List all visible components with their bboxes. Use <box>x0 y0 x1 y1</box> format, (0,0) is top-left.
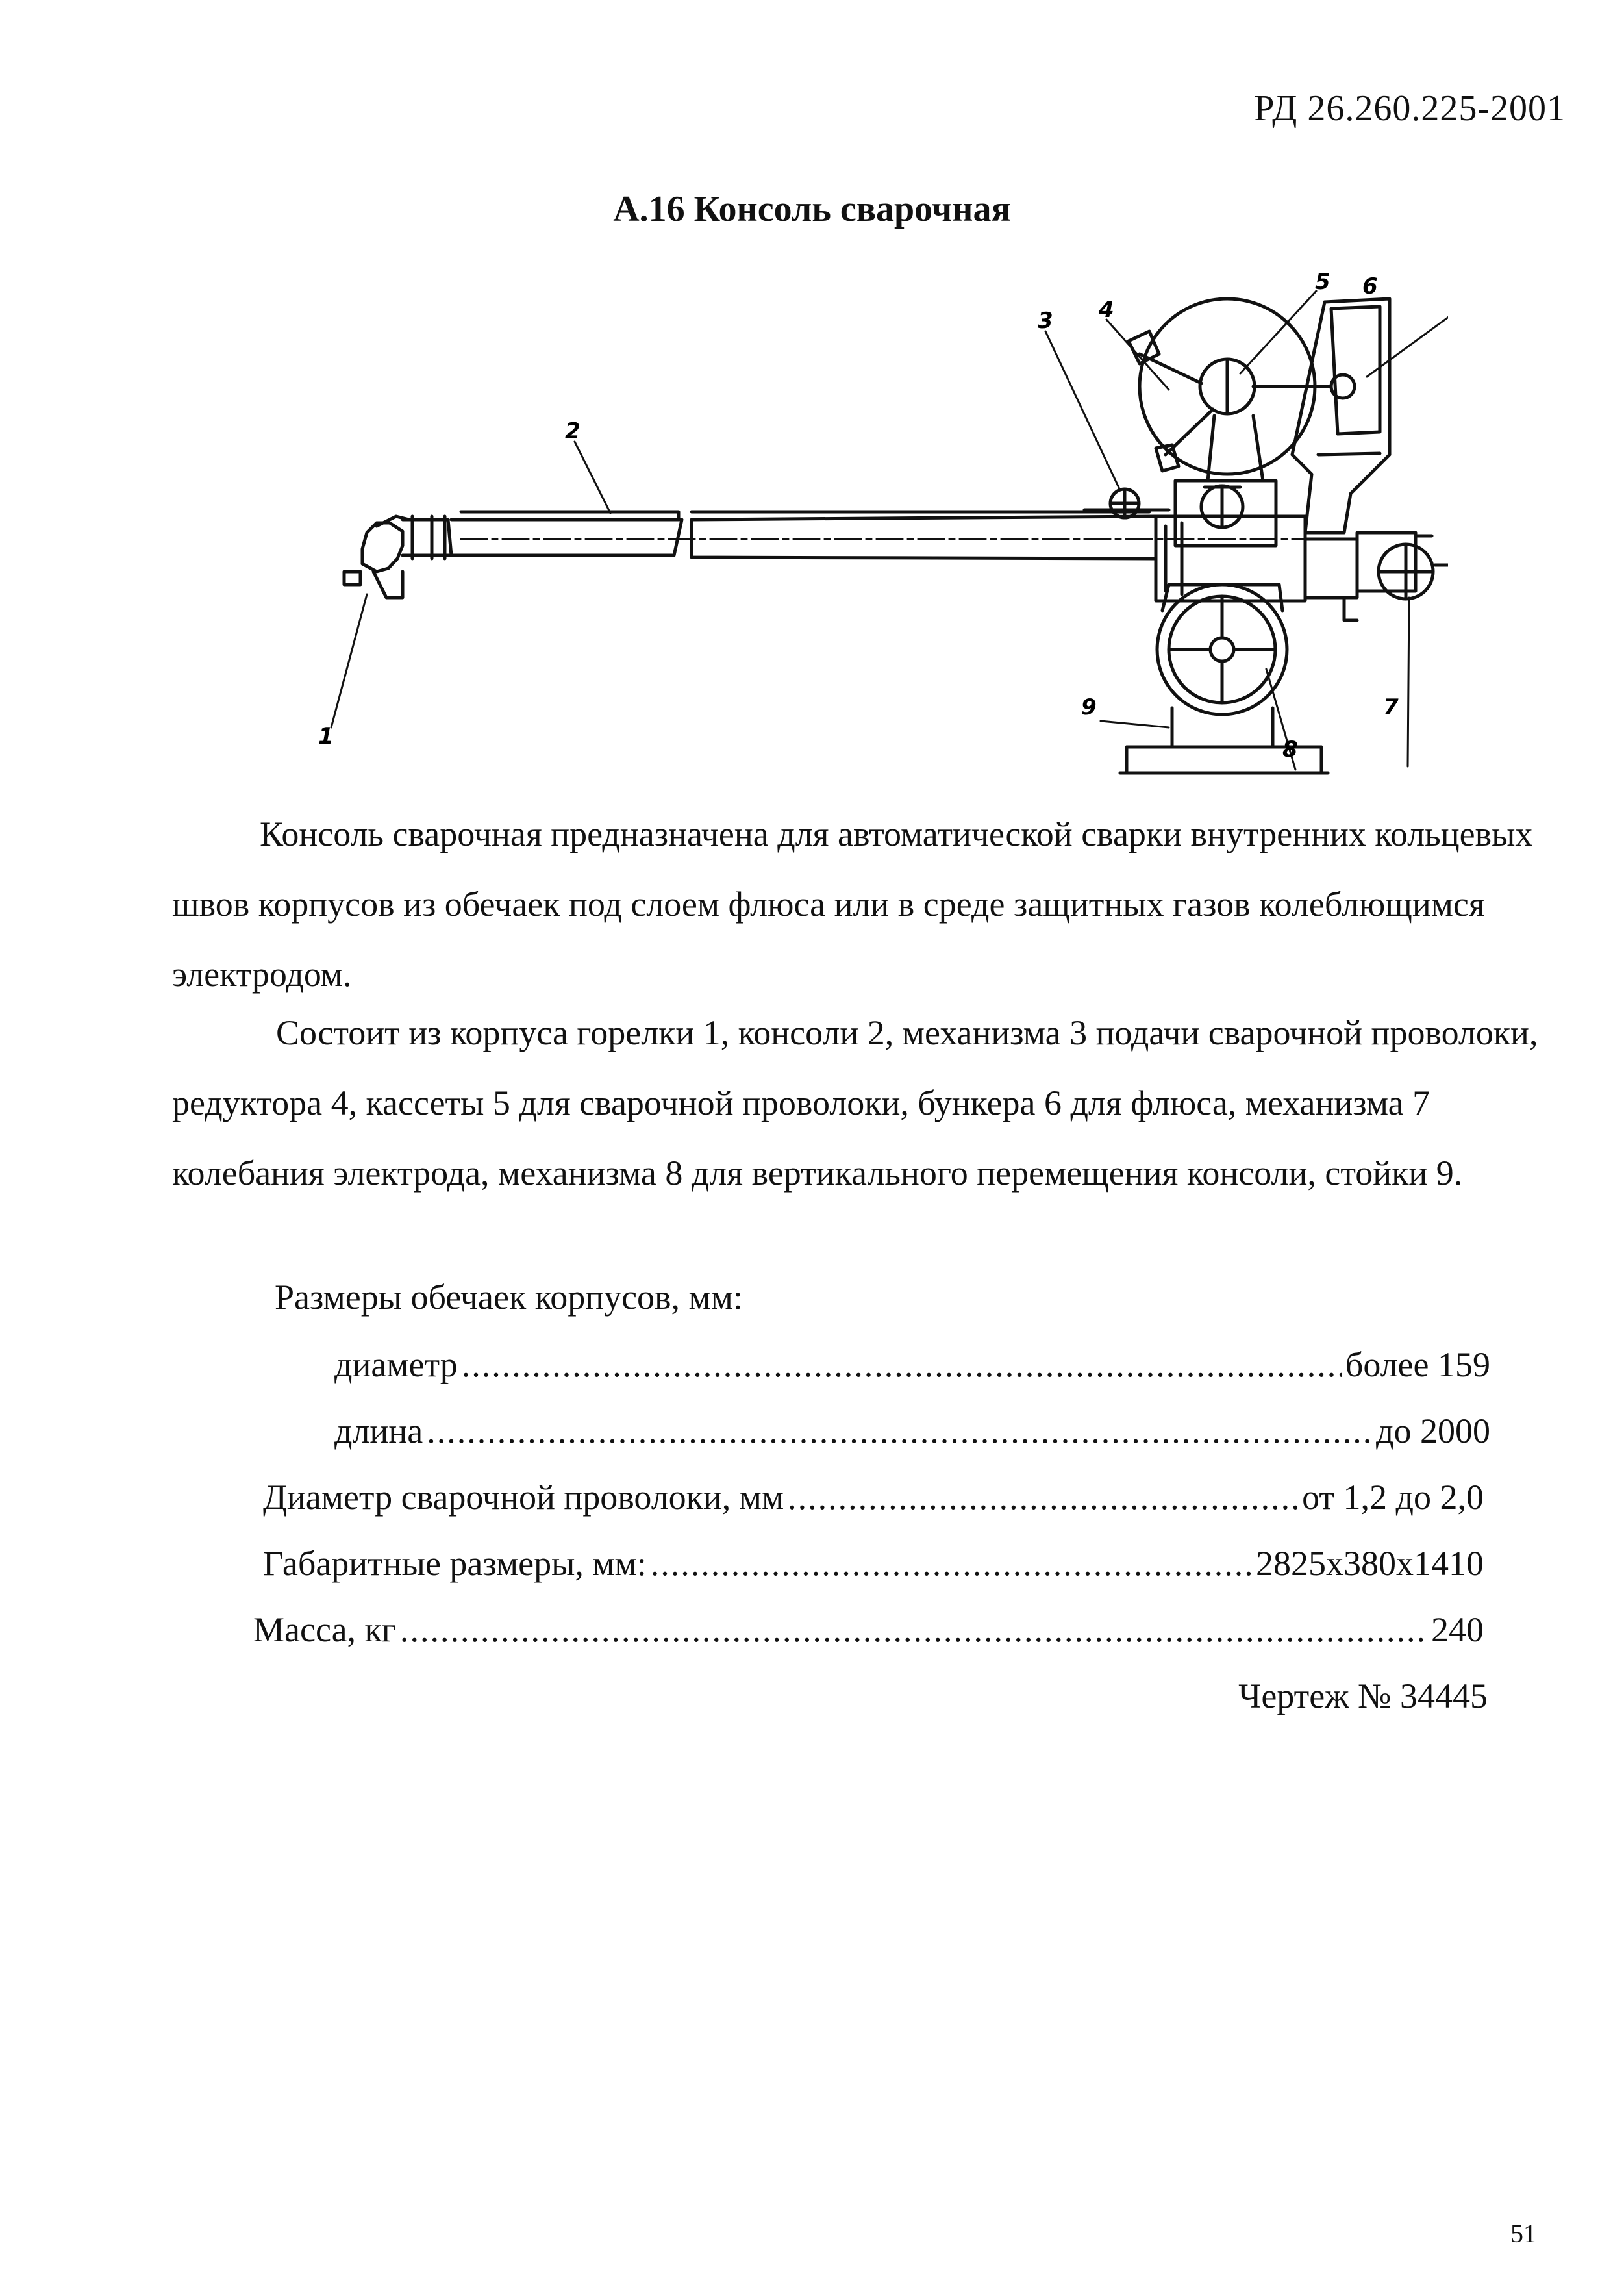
composition-paragraph <box>172 998 1542 1208</box>
leader-dots <box>462 1345 1342 1385</box>
spec-label: Масса, кг <box>253 1610 396 1649</box>
spec-mass <box>253 1610 1484 1655</box>
spec-value: более 159 <box>1345 1345 1490 1384</box>
spec-length <box>334 1411 1490 1456</box>
flux-hopper <box>1292 299 1390 533</box>
spec-value: 2825x380x1410 <box>1256 1544 1484 1583</box>
spec-value: до 2000 <box>1376 1411 1490 1450</box>
callout-9: 9 <box>1081 694 1097 720</box>
oscillation-mechanism <box>1357 533 1448 599</box>
callout-1: 1 <box>318 724 334 750</box>
spec-label: Диаметр сварочной проволоки, мм <box>263 1478 784 1517</box>
composition-text: Состоит из корпуса горелки 1, консоли 2, механизма 3 подачи сварочной проволоки, редуктора 4, кассеты 5 для сварочной проволоки, бункера 6 для флюса, механизма 7 колебания электрода, механизма 8 для вертикального перемещения консоли, стойки 9. <box>172 1013 1538 1193</box>
reducer-unit <box>1175 481 1276 546</box>
callout-7: 7 <box>1383 694 1399 720</box>
leader-dots <box>788 1477 1298 1517</box>
section-title: А.16 Консоль сварочная <box>613 189 1011 229</box>
spec-value: 240 <box>1431 1610 1484 1649</box>
callout-3: 3 <box>1038 308 1053 334</box>
leader-dots <box>400 1610 1427 1650</box>
callout-5: 5 <box>1315 269 1330 295</box>
spec-overall-size <box>263 1543 1484 1589</box>
spec-label: длина <box>334 1411 423 1450</box>
torch-body <box>344 516 409 598</box>
callout-4: 4 <box>1099 297 1114 323</box>
spec-label: Габаритные размеры, мм: <box>263 1544 647 1583</box>
purpose-paragraph <box>172 799 1542 1009</box>
callout-6: 6 <box>1362 273 1378 299</box>
callout-leaders <box>331 291 1448 770</box>
callout-8: 8 <box>1282 737 1298 763</box>
purpose-text: Консоль сварочная предназначена для автоматической сварки внутренних кольцевых швов корпусов из обечаек под слоем флюса или в среде защитных газов колеблющимся электродом. <box>172 815 1533 994</box>
welding-console-drawing <box>305 260 1448 799</box>
drawing-reference: Чертеж № 34445 <box>1238 1676 1488 1715</box>
page-number: 51 <box>1510 2219 1536 2248</box>
document-code: РД 26.260.225-2001 <box>1254 88 1566 129</box>
console-boom <box>403 512 1344 559</box>
shell-dimensions-title: Размеры обечаек корпусов, мм: <box>275 1278 743 1317</box>
callout-2: 2 <box>565 418 581 444</box>
leader-dots <box>427 1411 1372 1451</box>
spec-label: диаметр <box>334 1345 458 1384</box>
spec-diameter <box>334 1345 1490 1390</box>
spec-value: от 1,2 до 2,0 <box>1302 1478 1484 1517</box>
spec-wire-diameter <box>263 1477 1484 1523</box>
handwheel <box>1157 585 1287 714</box>
leader-dots <box>651 1543 1252 1584</box>
